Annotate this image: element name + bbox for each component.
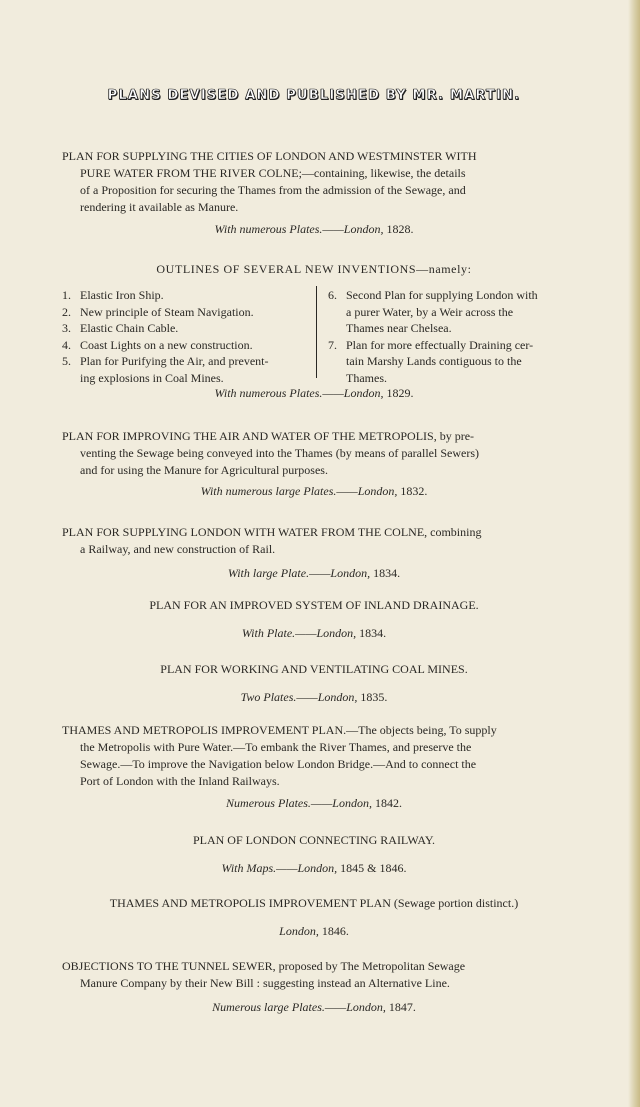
list-item xyxy=(328,370,590,387)
publication-italic: London, xyxy=(279,924,319,938)
item-text: a purer Water, by a Weir across the xyxy=(346,304,514,319)
list-item xyxy=(62,304,312,321)
entry-line: Port of London with the Inland Railways. xyxy=(80,774,280,788)
entry-inland-drainage-1834: PLAN FOR AN IMPROVED SYSTEM OF INLAND DRAINAGE. xyxy=(149,598,479,612)
entry-line: PLAN FOR SUPPLYING THE CITIES OF LONDON AND WESTMINSTER WITH xyxy=(62,149,477,163)
item-number xyxy=(328,304,346,321)
publication-note xyxy=(0,222,628,237)
entry-air-water-1832 xyxy=(62,428,587,479)
publication-year: 1845 & 1846. xyxy=(340,861,407,875)
entry-line: PLAN FOR SUPPLYING LONDON WITH WATER FROM THE COLNE, combining xyxy=(62,525,482,539)
column-divider xyxy=(316,286,317,378)
entry-coal-mines-1835: PLAN FOR WORKING AND VENTILATING COAL MINES. xyxy=(160,662,468,676)
publication-italic: With numerous Plates.——London, xyxy=(214,386,384,400)
entry-sewage-portion-1846: THAMES AND METROPOLIS IMPROVEMENT PLAN (Sewage portion distinct.) xyxy=(109,896,519,910)
publication-note xyxy=(0,690,628,705)
publication-note xyxy=(0,386,628,401)
publication-italic: Numerous Plates.——London, xyxy=(226,796,372,810)
item-number: 4. xyxy=(62,337,71,352)
item-text: Thames near Chelsea. xyxy=(346,321,452,335)
item-text: Second Plan for supplying London with xyxy=(346,288,538,302)
list-item xyxy=(328,337,590,354)
page-header: PLANS DEVISED AND PUBLISHED BY MR. MARTIN. xyxy=(107,88,521,103)
publication-year: 1842. xyxy=(374,796,402,810)
publication-year: 1834. xyxy=(373,566,401,580)
publication-italic: With numerous Plates.——London, xyxy=(214,222,384,236)
item-number: 1. xyxy=(62,288,71,302)
entry-line: Manure Company by their New Bill : suggesting instead an Alternative Line. xyxy=(80,976,450,990)
entry-line: rendering it available as Manure. xyxy=(80,200,239,214)
item-text: Plan for Purifying the Air, and prevent- xyxy=(80,354,269,368)
item-text: Elastic Iron Ship. xyxy=(80,288,164,302)
outlines-left-column xyxy=(62,287,312,386)
entry-line: the Metropolis with Pure Water.—To embank the River Thames, and preserve the xyxy=(80,740,472,754)
publication-italic: Numerous large Plates.——London, xyxy=(212,1000,386,1014)
item-text: tain Marshy Lands contiguous to the xyxy=(346,354,522,368)
publication-italic: With numerous large Plates.——London, xyxy=(200,484,398,498)
item-number: 5. xyxy=(62,354,71,368)
item-text: New principle of Steam Navigation. xyxy=(80,304,254,319)
entry-line: THAMES AND METROPOLIS IMPROVEMENT PLAN.—The objects being, To supply xyxy=(62,723,497,737)
publication-italic: With large Plate.——London, xyxy=(227,566,371,580)
publication-italic: Two Plates.——London, xyxy=(240,690,358,704)
entry-water-colne-1828 xyxy=(62,148,587,216)
publication-note xyxy=(0,861,628,876)
publication-year: 1847. xyxy=(388,1000,416,1014)
item-number: 7. xyxy=(328,337,337,352)
list-item xyxy=(62,287,312,304)
entry-colne-railway-1834 xyxy=(62,524,587,558)
list-item xyxy=(62,370,312,387)
outlines-heading: OUTLINES OF SEVERAL NEW INVENTIONS—namely: xyxy=(156,262,472,276)
entry-line: a Railway, and new construction of Rail. xyxy=(80,542,276,556)
publication-year: 1832. xyxy=(400,484,428,498)
list-item xyxy=(62,353,312,370)
item-text: Plan for more effectually Draining cer- xyxy=(346,337,534,352)
list-item xyxy=(328,320,590,337)
entry-thames-improvement-1842 xyxy=(62,722,587,790)
entry-connecting-railway-1845: PLAN OF LONDON CONNECTING RAILWAY. xyxy=(192,833,436,847)
publication-italic: With Maps.——London, xyxy=(221,861,338,875)
entry-line: venting the Sewage being conveyed into the Thames (by means of parallel Sewers) xyxy=(80,446,479,460)
entry-line: Sewage.—To improve the Navigation below London Bridge.—And to connect the xyxy=(80,757,477,771)
item-text: Coast Lights on a new construction. xyxy=(80,337,253,352)
item-number xyxy=(328,353,346,370)
list-item xyxy=(62,320,312,337)
entry-line: OBJECTIONS TO THE TUNNEL SEWER, proposed by The Metropolitan Sewage xyxy=(62,959,466,973)
item-number: 3. xyxy=(62,321,71,335)
item-text: Thames. xyxy=(346,370,387,385)
list-item xyxy=(62,337,312,354)
item-number xyxy=(62,370,80,387)
publication-year: 1828. xyxy=(386,222,414,236)
entry-line: and for using the Manure for Agricultural purposes. xyxy=(80,463,328,477)
item-number: 2. xyxy=(62,304,71,319)
entry-line: of a Proposition for securing the Thames from the admission of the Sewage, and xyxy=(80,183,466,197)
item-number: 6. xyxy=(328,288,337,302)
list-item xyxy=(328,353,590,370)
entry-line: PLAN FOR IMPROVING THE AIR AND WATER OF THE METROPOLIS, by pre- xyxy=(62,429,475,443)
entry-tunnel-sewer-1847 xyxy=(62,958,587,992)
page-edge-shading xyxy=(628,0,640,1107)
publication-note xyxy=(0,796,628,811)
publication-note xyxy=(0,566,628,581)
publication-year: 1846. xyxy=(321,924,349,938)
publication-year: 1835. xyxy=(360,690,388,704)
publication-year: 1829. xyxy=(386,386,414,400)
item-number xyxy=(328,370,346,387)
publication-note xyxy=(0,626,628,641)
publication-note xyxy=(0,1000,628,1015)
publication-note xyxy=(0,484,628,499)
publication-italic: With Plate.——London, xyxy=(241,626,357,640)
entry-line: PURE WATER FROM THE RIVER COLNE;—containing, likewise, the details xyxy=(80,166,466,180)
publication-year: 1834. xyxy=(359,626,387,640)
item-number xyxy=(328,320,346,337)
list-item xyxy=(328,304,590,321)
item-text: ing explosions in Coal Mines. xyxy=(80,370,224,385)
outlines-right-column xyxy=(328,287,590,386)
list-item xyxy=(328,287,590,304)
publication-note xyxy=(0,924,628,939)
item-text: Elastic Chain Cable. xyxy=(80,321,179,335)
